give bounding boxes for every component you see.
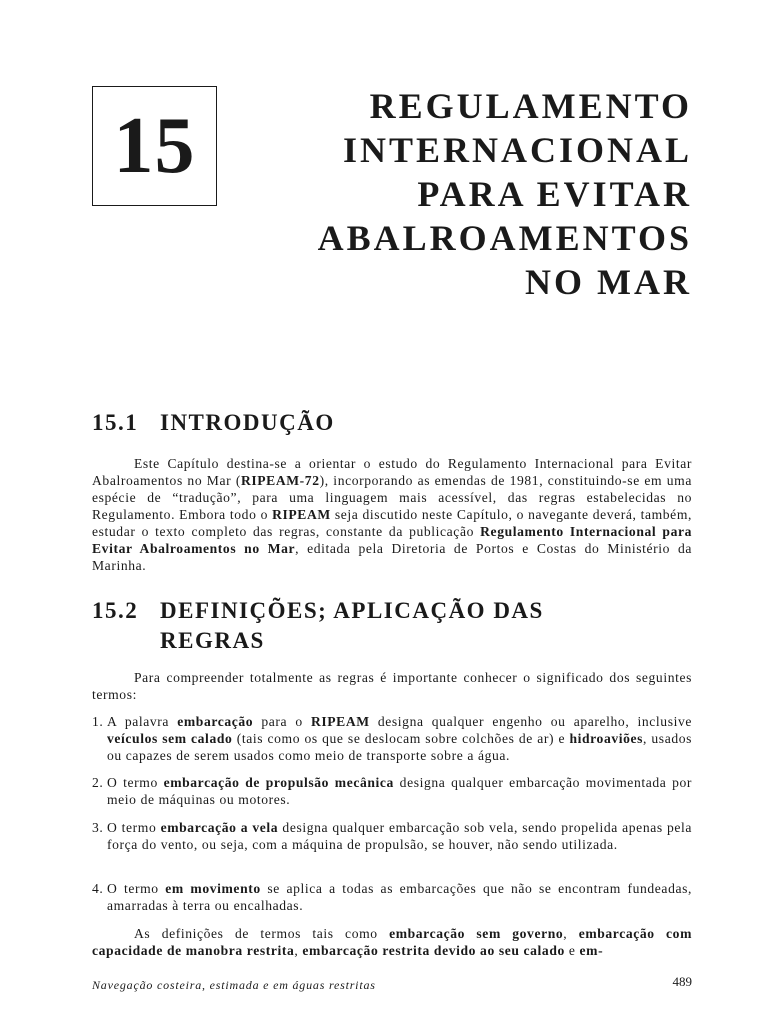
chapter-title-line: PARA EVITAR	[417, 174, 692, 214]
chapter-number-box	[92, 86, 217, 206]
section-title-continuation: REGRAS	[160, 628, 265, 653]
text-run: O termo	[107, 775, 164, 790]
bold-term: embarcação a vela	[160, 820, 279, 835]
bold-term: hidroaviões	[569, 731, 644, 746]
list-item	[92, 880, 692, 914]
section-title: DEFINIÇÕES; APLICAÇÃO DAS	[160, 598, 544, 623]
text-run: para o	[253, 714, 311, 729]
text-run: A palavra	[107, 714, 178, 729]
bold-term: embarcação	[177, 714, 254, 729]
bold-term: embarcação restrita devido ao seu calado	[302, 943, 565, 958]
text-run: (tais como os que se deslocam sobre colchões de ar) e	[232, 731, 570, 746]
bold-term: RIPEAM	[310, 714, 370, 729]
page-number: 489	[672, 974, 692, 989]
text-run: , editada pela Diretoria de Portos e Costas do Ministério da Marinha.	[92, 541, 693, 573]
text-run: designa qualquer embarcação movimentada por meio de máquinas ou motores.	[107, 775, 693, 807]
section-heading-definicoes	[92, 596, 692, 656]
bold-term: em movimento	[165, 881, 261, 896]
text-run: se aplica a todas as embarcações que não se encontram fundeadas, amarradas à terra ou encalhadas.	[107, 881, 692, 913]
section-number: 15.2	[92, 598, 139, 623]
chapter-number: 15	[113, 102, 196, 190]
text-run: designa qualquer engenho ou aparelho, inclusive	[369, 714, 692, 729]
chapter-title-line: ABALROAMENTOS	[317, 218, 692, 258]
text-run: ), incorporando as emendas de 1981, constituindo-se em uma espécie de “tradução”, para uma linguagem mais acessível, das regras estabelecidas no Regulamento. Embora todo o	[92, 473, 692, 522]
list-item	[92, 774, 692, 808]
list-number: 3.	[92, 820, 104, 835]
list-number: 4.	[92, 881, 104, 896]
text-run: O termo	[107, 881, 166, 896]
text-run: ,	[563, 926, 579, 941]
chapter-title-line: INTERNACIONAL	[342, 130, 692, 170]
list-item	[92, 819, 692, 853]
bold-term: RIPEAM	[272, 507, 331, 522]
intro-paragraph	[92, 455, 692, 574]
closing-paragraph	[92, 925, 692, 959]
bold-term: veículos sem calado	[107, 731, 233, 746]
footer-book-title: Navegação costeira, estimada e em águas restritas	[92, 978, 376, 992]
chapter-title-line: REGULAMENTO	[369, 86, 692, 126]
text-run: , usados ou capazes de serem usados como meio de transporte sobre a água.	[107, 731, 693, 763]
text-run: ,	[294, 943, 303, 958]
section-title: INTRODUÇÃO	[160, 410, 335, 435]
list-number: 2.	[92, 775, 104, 790]
section-number: 15.1	[92, 410, 139, 435]
bold-term: RIPEAM-72	[240, 473, 320, 488]
bold-term: em-	[579, 943, 604, 958]
list-number: 1.	[92, 714, 104, 729]
bold-term: Regulamento Internacional para Evitar Abalroamentos no Mar	[92, 524, 692, 556]
chapter-title-line: NO MAR	[525, 262, 692, 302]
text-run: e	[564, 943, 580, 958]
section-heading-introducao	[92, 408, 692, 438]
text-run: As definições de termos tais como	[134, 926, 390, 941]
text-run: Este Capítulo destina-se a orientar o estudo do Regulamento Internacional para Evitar Abalroamentos no Mar (	[92, 456, 692, 488]
text-run: O termo	[107, 820, 161, 835]
chapter-title	[318, 84, 692, 304]
text-run: designa qualquer embarcação sob vela, sendo propelida apenas pela força do vento, ou seja, com a máquina de propulsão, se houver, não sendo utilizada.	[107, 820, 692, 852]
bold-term: embarcação de propulsão mecânica	[163, 775, 394, 790]
text-run: Para compreender totalmente as regras é importante conhecer o significado dos seguintes termos:	[92, 670, 692, 702]
bold-term: embarcação sem governo	[389, 926, 564, 941]
definitions-intro-paragraph	[92, 669, 692, 703]
list-item	[92, 713, 692, 764]
text-run: seja discutido neste Capítulo, o navegante deverá, também, estudar o texto completo das regras, constante da publicação	[92, 507, 692, 539]
bold-term: embarcação com capacidade de manobra restrita	[92, 926, 692, 958]
